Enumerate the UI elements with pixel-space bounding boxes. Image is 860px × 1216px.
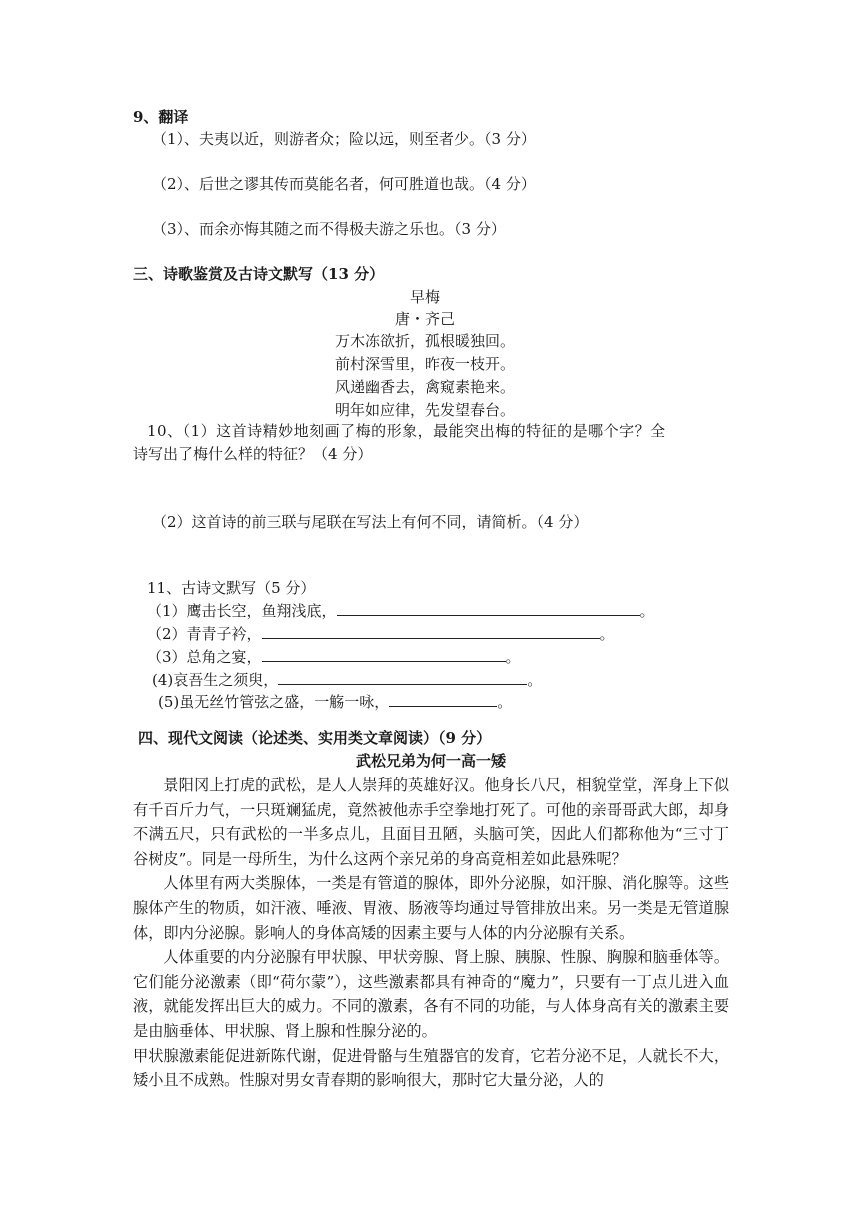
poem-line-1: 万木冻欲折，孤根暖独回。 xyxy=(334,332,515,350)
dictation-suffix: 。 xyxy=(527,671,543,689)
answer-blank[interactable] xyxy=(262,647,506,662)
answer-blank[interactable] xyxy=(262,624,600,639)
dictation-prefix: (5)虽无丝竹管弦之盛，一觞一咏， xyxy=(158,693,390,711)
article-paragraph-2: 人体里有两大类腺体，一类是有管道的腺体，即外分泌腺，如汗腺、消化腺等。这些腺体产生的物质，如汗液、唾液、胃液、肠液等均通过导管排放出来。另一类是无管道腺体，即内分泌腺。影响人的身体高矮的因素主要与人体的内分泌腺有关系。 xyxy=(133,874,729,942)
question-10-part1-line1: 10、（1）这首诗精妙地刻画了梅的形象，最能突出梅的特征的是哪个字？全 xyxy=(147,422,666,440)
article-title: 武松兄弟为何一高一矮 xyxy=(355,752,506,770)
poem-line-2: 前村深雪里，昨夜一枝开。 xyxy=(334,355,515,373)
translate-item-1: （1）、夫夷以近，则游者众；险以远，则至者少。（3 分） xyxy=(152,130,536,148)
poem-author: 唐・齐己 xyxy=(394,310,455,328)
dictation-item-4 xyxy=(152,670,542,690)
question-10-part2: （2）这首诗的前三联与尾联在写法上有何不同，请简析。（4 分） xyxy=(152,513,589,531)
answer-blank[interactable] xyxy=(389,692,497,707)
answer-blank[interactable] xyxy=(337,601,640,616)
question-11-heading: 11、古诗文默写（5 分） xyxy=(147,579,316,597)
dictation-prefix: （3）总角之宴， xyxy=(147,648,262,666)
poem-line-4: 明年如应律，先发望春台。 xyxy=(334,401,515,419)
article-body xyxy=(133,773,729,1093)
article-paragraph-3: 人体重要的内分泌腺有甲状腺、甲状旁腺、肾上腺、胰腺、性腺、胸腺和脑垂体等。它们能分泌激素（即“荷尔蒙”），这些激素都具有神奇的“魔力”，只要有一丁点儿进入血液，就能发挥出巨大的威力。不同的激素，各有不同的功能，与人体身高有关的激素主要是由脑垂体、甲状腺、肾上腺和性腺分泌的。 xyxy=(133,948,729,1040)
dictation-prefix: (4)哀吾生之须臾， xyxy=(152,671,279,689)
dictation-suffix: 。 xyxy=(639,602,655,620)
dictation-item-5 xyxy=(158,692,512,712)
section-heading-translate: 9、翻译 xyxy=(133,108,189,126)
translate-item-2: （2）、后世之谬其传而莫能名者，何可胜道也哉。（4 分） xyxy=(152,175,536,193)
question-10-part1-line2: 诗写出了梅什么样的特征？（4 分） xyxy=(133,445,373,463)
poem-title: 早梅 xyxy=(409,288,440,306)
dictation-suffix: 。 xyxy=(599,625,615,643)
dictation-prefix: （2）青青子衿， xyxy=(147,625,262,643)
dictation-item-3 xyxy=(147,647,521,667)
article-paragraph-1: 景阳冈上打虎的武松，是人人崇拜的英雄好汉。他身长八尺，相貌堂堂，浑身上下似有千百斤力气，一只斑斓猛虎，竟然被他赤手空拳地打死了。可他的亲哥哥武大郎，却身不满五尺，只有武松的一半多点儿，且面目丑陋，头脑可笑，因此人们都称他为“三寸丁谷树皮”。同是一母所生，为什么这两个亲兄弟的身高竟相差如此悬殊呢？ xyxy=(133,776,729,868)
translate-item-3: （3）、而余亦悔其随之而不得极夫游之乐也。（3 分） xyxy=(152,220,506,238)
section-heading-reading: 四、现代文阅读（论述类、实用类文章阅读）（9 分） xyxy=(138,729,492,747)
answer-blank[interactable] xyxy=(278,670,527,685)
dictation-item-1 xyxy=(147,601,655,621)
dictation-item-2 xyxy=(147,624,615,644)
article-paragraph-4: 甲状腺激素能促进新陈代谢，促进骨骼与生殖器官的发育，它若分泌不足，人就长不大，矮小且不成熟。性腺对男女青春期的影响很大，那时它大量分泌，人的 xyxy=(133,1046,729,1090)
dictation-suffix: 。 xyxy=(497,693,513,711)
poem-line-3: 风递幽香去，禽窥素艳来。 xyxy=(334,378,515,396)
dictation-suffix: 。 xyxy=(505,648,521,666)
dictation-prefix: （1）鹰击长空，鱼翔浅底， xyxy=(147,602,337,620)
section-heading-poetry: 三、诗歌鉴赏及古诗文默写（13 分） xyxy=(133,265,385,283)
